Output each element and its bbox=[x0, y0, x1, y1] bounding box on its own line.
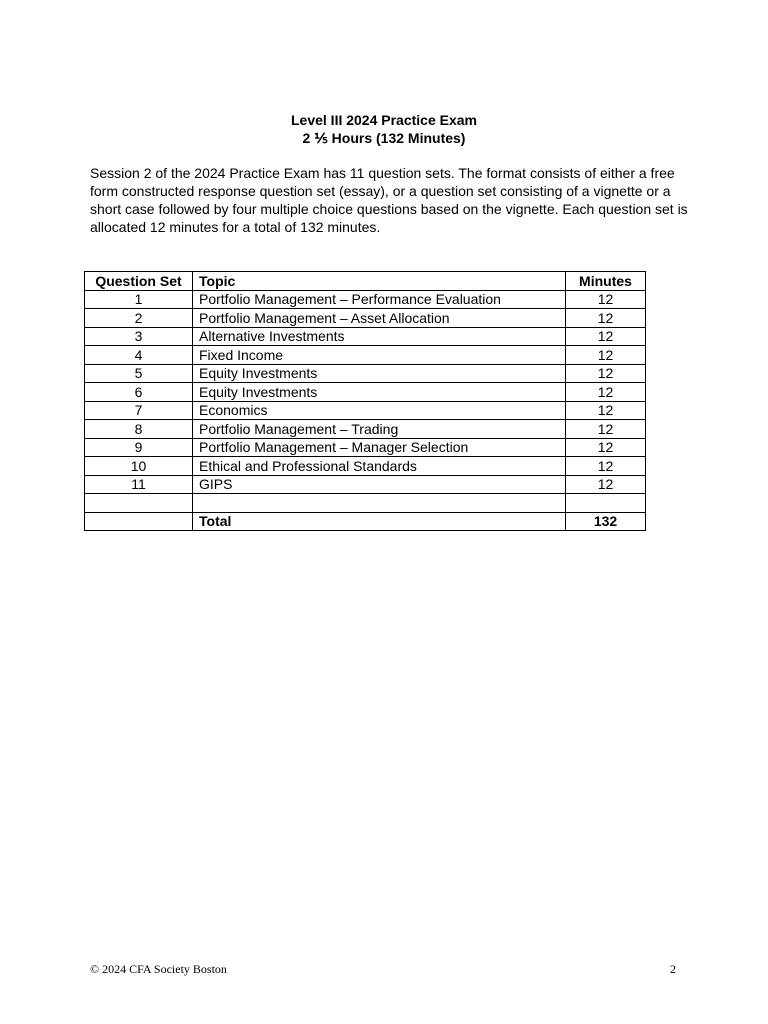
header-question-set: Question Set bbox=[85, 272, 193, 291]
total-minutes: 132 bbox=[566, 512, 646, 531]
table-total-row bbox=[85, 512, 646, 531]
cell-topic: Portfolio Management – Trading bbox=[193, 420, 566, 439]
cell-topic: Portfolio Management – Manager Selection bbox=[193, 438, 566, 457]
table-row bbox=[85, 346, 646, 365]
table-row bbox=[85, 457, 646, 476]
cell-minutes: 12 bbox=[566, 420, 646, 439]
cell-question-set: 3 bbox=[85, 327, 193, 346]
table-row bbox=[85, 383, 646, 402]
empty-cell bbox=[85, 512, 193, 531]
cell-question-set: 8 bbox=[85, 420, 193, 439]
cell-topic: Economics bbox=[193, 401, 566, 420]
cell-question-set: 1 bbox=[85, 290, 193, 309]
footer-page-number: 2 bbox=[670, 962, 676, 976]
empty-cell bbox=[566, 494, 646, 513]
cell-topic: Ethical and Professional Standards bbox=[193, 457, 566, 476]
table-row bbox=[85, 364, 646, 383]
table-empty-row bbox=[85, 494, 646, 513]
page-subtitle: 2 ⅕ Hours (132 Minutes) bbox=[302, 130, 466, 146]
cell-minutes: 12 bbox=[566, 364, 646, 383]
cell-minutes: 12 bbox=[566, 438, 646, 457]
footer-copyright: © 2024 CFA Society Boston bbox=[90, 962, 227, 976]
empty-cell bbox=[193, 494, 566, 513]
cell-minutes: 12 bbox=[566, 290, 646, 309]
cell-topic: Equity Investments bbox=[193, 383, 566, 402]
empty-cell bbox=[85, 494, 193, 513]
table-header-row bbox=[85, 272, 646, 291]
cell-topic: Fixed Income bbox=[193, 346, 566, 365]
question-set-table bbox=[84, 271, 646, 531]
cell-minutes: 12 bbox=[566, 383, 646, 402]
cell-minutes: 12 bbox=[566, 401, 646, 420]
intro-paragraph: Session 2 of the 2024 Practice Exam has 11 question sets. The format consists of either a free form constructed response question set (essay), or a question set consisting of a vignette or a short case followed by four multiple choice questions based on the vignette. Each question set is allocated 12 minutes for a total of 132 minutes. bbox=[90, 165, 688, 235]
cell-topic: Portfolio Management – Asset Allocation bbox=[193, 309, 566, 328]
cell-minutes: 12 bbox=[566, 475, 646, 494]
cell-minutes: 12 bbox=[566, 327, 646, 346]
table-row bbox=[85, 438, 646, 457]
cell-question-set: 2 bbox=[85, 309, 193, 328]
cell-topic: Alternative Investments bbox=[193, 327, 566, 346]
cell-question-set: 7 bbox=[85, 401, 193, 420]
cell-question-set: 6 bbox=[85, 383, 193, 402]
cell-topic: Portfolio Management – Performance Evaluation bbox=[193, 290, 566, 309]
cell-minutes: 12 bbox=[566, 346, 646, 365]
total-label: Total bbox=[193, 512, 566, 531]
page-title: Level III 2024 Practice Exam bbox=[290, 112, 477, 128]
cell-minutes: 12 bbox=[566, 309, 646, 328]
page-header bbox=[0, 111, 768, 147]
cell-question-set: 11 bbox=[85, 475, 193, 494]
cell-topic: GIPS bbox=[193, 475, 566, 494]
cell-question-set: 5 bbox=[85, 364, 193, 383]
table-row bbox=[85, 475, 646, 494]
cell-topic: Equity Investments bbox=[193, 364, 566, 383]
header-minutes: Minutes bbox=[566, 272, 646, 291]
cell-minutes: 12 bbox=[566, 457, 646, 476]
cell-question-set: 9 bbox=[85, 438, 193, 457]
table-row bbox=[85, 290, 646, 309]
cell-question-set: 4 bbox=[85, 346, 193, 365]
table-row bbox=[85, 420, 646, 439]
table-row bbox=[85, 327, 646, 346]
table-row bbox=[85, 309, 646, 328]
cell-question-set: 10 bbox=[85, 457, 193, 476]
table-row bbox=[85, 401, 646, 420]
header-topic: Topic bbox=[193, 272, 566, 291]
